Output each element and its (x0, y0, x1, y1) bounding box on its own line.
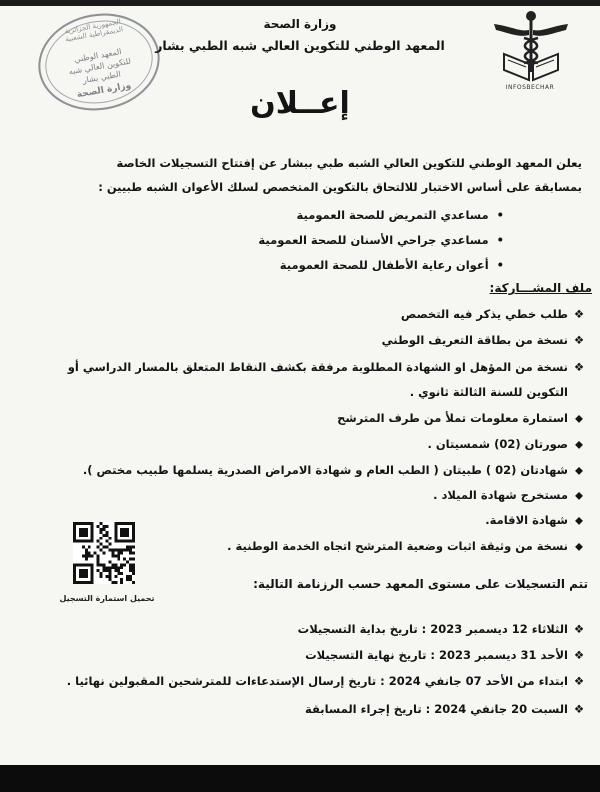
diamond-bullet-icon: ❖ (573, 307, 585, 321)
ministry-name: وزارة الصحة (263, 17, 337, 31)
diamond-bullet-icon: ❖ (573, 648, 585, 662)
dossier-item-text: التكوين للسنة الثالثة ثانوي . (409, 385, 568, 399)
dossier-item-text: شهادة الاقامة. (485, 513, 568, 527)
small-diamond-bullet-icon: ⬥ (574, 513, 584, 527)
intro-line-1: يعلن المعهد الوطني للتكوين العالي الشبه طبي ببشار عن إفتتاح التسجيلات الخاصة (116, 156, 582, 170)
schedule-item-text: الأحد 31 ديسمبر 2023 : تاريخ نهاية التسجيلات (305, 648, 568, 662)
qr-caption: تحميل استمارة التسجيل (59, 594, 155, 603)
qr-code-icon[interactable] (73, 522, 135, 584)
dossier-item (18, 359, 586, 376)
small-diamond-bullet-icon: ⬥ (574, 539, 584, 553)
small-diamond-bullet-icon: ⬥ (574, 411, 584, 425)
institute-name: المعهد الوطني للتكوين العالي شبه الطبي بشار (155, 38, 445, 53)
small-diamond-bullet-icon: ⬥ (574, 488, 584, 502)
dossier-heading: ملف المشـــاركة: (489, 281, 592, 295)
schedule-item-text: ابتداء من الأحد 07 جانفي 2024 : تاريخ إرسال الإستدعاءات للمترشحين المقبولين نهائيا . (66, 674, 568, 688)
dossier-item (18, 462, 586, 479)
dossier-item (18, 436, 586, 453)
diamond-bullet-icon: ❖ (573, 702, 585, 716)
schedule-item-text: الثلاثاء 12 ديسمبر 2023 : تاريخ بداية التسجيلات (297, 622, 568, 636)
specialty-item: • أعوان رعاية الأطفال للصحة العمومية (104, 258, 504, 272)
dossier-item-text: شهادتان (02 ) طبيتان ( الطب العام و شهادة الامراض الصدرية يسلمها طبيب مختص ). (82, 463, 568, 477)
dossier-item (18, 332, 586, 349)
announcement-title: إعــلان (250, 86, 350, 121)
dossier-item (18, 410, 586, 427)
diamond-bullet-icon: ❖ (573, 674, 585, 688)
dossier-item-continuation (18, 384, 586, 401)
dossier-item-text: استمارة معلومات تملأ من طرف المترشح (337, 411, 568, 425)
specialty-item: • مساعدي التمريض للصحة العمومية (104, 208, 504, 222)
dossier-item-text: نسخة من بطاقة التعريف الوطني (381, 333, 568, 347)
dossier-item-text: نسخة من وثيقة اثبات وضعية المترشح اتجاه الخدمة الوطنية . (227, 539, 568, 553)
institute-logo-icon (486, 8, 576, 90)
schedule-item (26, 702, 586, 716)
small-diamond-bullet-icon: ⬥ (574, 463, 584, 477)
dossier-item-text: طلب خطي يذكر فيه التخصص (400, 307, 568, 321)
seal-center-text: المعهد الوطني للتكوين العالي شبه الطبي بشار (68, 47, 132, 86)
seal-bottom-text: وزارة الصحة (76, 80, 132, 101)
dossier-item (18, 306, 586, 323)
schedule-intro: تتم التسجيلات على مستوى المعهد حسب الرزنامة التالية: (253, 577, 588, 591)
schedule-item (26, 648, 586, 662)
diamond-bullet-icon: ❖ (573, 360, 585, 374)
dossier-item (18, 487, 586, 504)
schedule-item-text: السبت 20 جانفي 2024 : تاريخ إجراء المسابقة (305, 702, 568, 716)
dossier-item-text: نسخة من المؤهل او الشهادة المطلوبة مرفقة بكشف النقاط المتعلق بالمسار الدراسي أو (67, 360, 568, 374)
specialty-item: • مساعدي جراحي الأسنان للصحة العمومية (104, 233, 504, 247)
dossier-item-text: مستخرج شهادة الميلاد . (433, 488, 568, 502)
schedule-item (26, 674, 586, 688)
intro-line-2: بمسابقة على أساس الاختبار للالتحاق بالتكوين المتخصص لسلك الأعوان الشبه طبيين : (98, 180, 582, 194)
logo-caption: INFOSBECHAR (505, 84, 555, 91)
diamond-bullet-icon: ❖ (573, 333, 585, 347)
schedule-item (26, 622, 586, 636)
diamond-bullet-icon: ❖ (573, 622, 585, 636)
dossier-item-text: صورتان (02) شمسيتان . (427, 437, 568, 451)
seal-ring-text: الجمهورية الجزائرية الديمقراطية الشعبية (64, 17, 124, 44)
small-diamond-bullet-icon: ⬥ (574, 437, 584, 451)
